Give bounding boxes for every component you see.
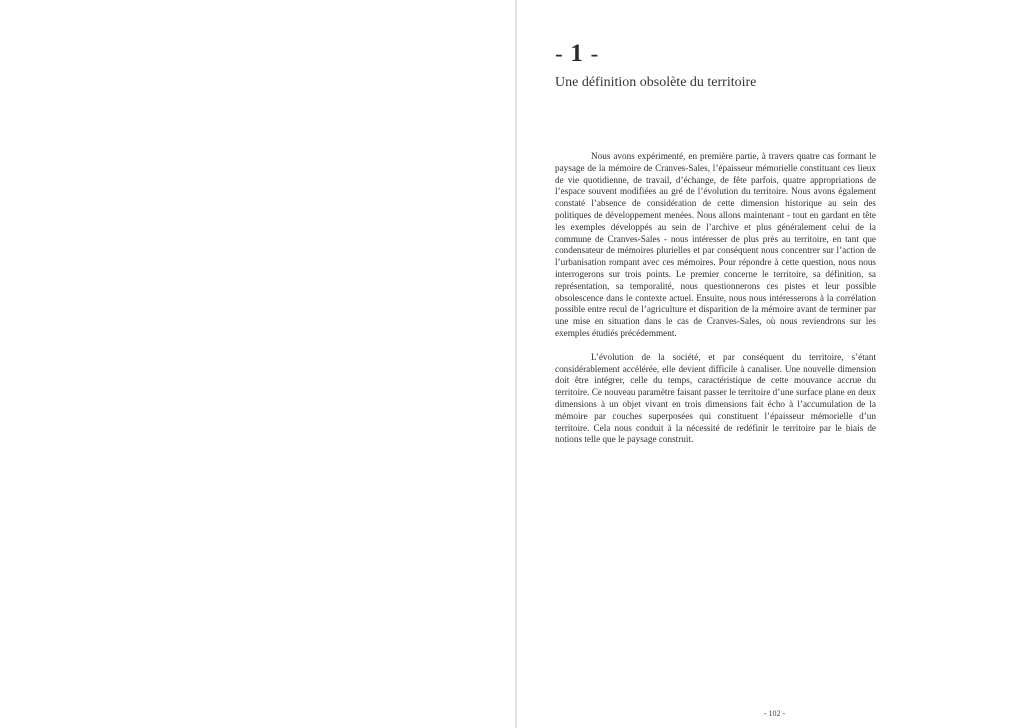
paragraph-2: L’évolution de la société, et par conséquent du territoire, s’étant considérablement accélérée, elle devient difficile à canaliser. Une nouvelle dimension doit être intégrer, celle du temps, caractéristique de cette mouvance accrue du territoire. Ce nouveau paramètre faisant passer le territoire d’une surface plane en deux dimensions à un objet vivant en trois dimensions fait écho à l’accumulation de la mémoire par couches superposées qui constituent l’épaisseur mémorielle d’un territoire. Cela nous conduit à la nécessité de redéfinir le territoire par le biais de notions telle que le paysage construit. [555, 351, 876, 445]
chapter-number-value: 1 [570, 40, 584, 67]
body-text [555, 151, 876, 458]
right-page [517, 0, 1024, 728]
chapter-number [555, 40, 599, 68]
chapter-number-suffix: - [583, 41, 600, 66]
page-number: - 102 - [763, 709, 786, 718]
paragraph-1: Nous avons expérimenté, en première partie, à travers quatre cas formant le paysage de la mémoire de Cranves-Sales, l’épaisseur mémorielle constituant ces lieux de vie quotidienne, de travail, d’échange, de fête parfois, quatre appropriations de l’espace souvent modifiées au gré de l’évolution du territoire. Nous avons également constaté l’absence de considération de cette dimension historique au sein des politiques de développement menées. Nous allons maintenant - tout en gardant en tête les exemples développés au sein de l’archive et plus généralement celui de la commune de Cranves-Sales - nous intéresser de plus près au territoire, en tant que condensateur de mémoires plurielles et par conséquent nous concentrer sur l’action de l’urbanisation rompant avec ces mémoires. Pour répondre à cette question, nous nous interrogerons sur trois points. Le premier concerne le territoire, sa définition, sa représentation, sa temporalité, nous questionnerons ces pistes et leur possible obsolescence dans le contexte actuel. Ensuite, nous nous intéresserons à la corrélation possible entre recul de l’agriculture et disparition de la mémoire avant de terminer par une mise en situation dans le cas de Cranves-Sales, où nous reviendrons sur les exemples étudiés précédemment. [555, 151, 876, 338]
chapter-title: Une définition obsolète du territoire [555, 75, 757, 90]
chapter-number-prefix: - [555, 41, 571, 66]
